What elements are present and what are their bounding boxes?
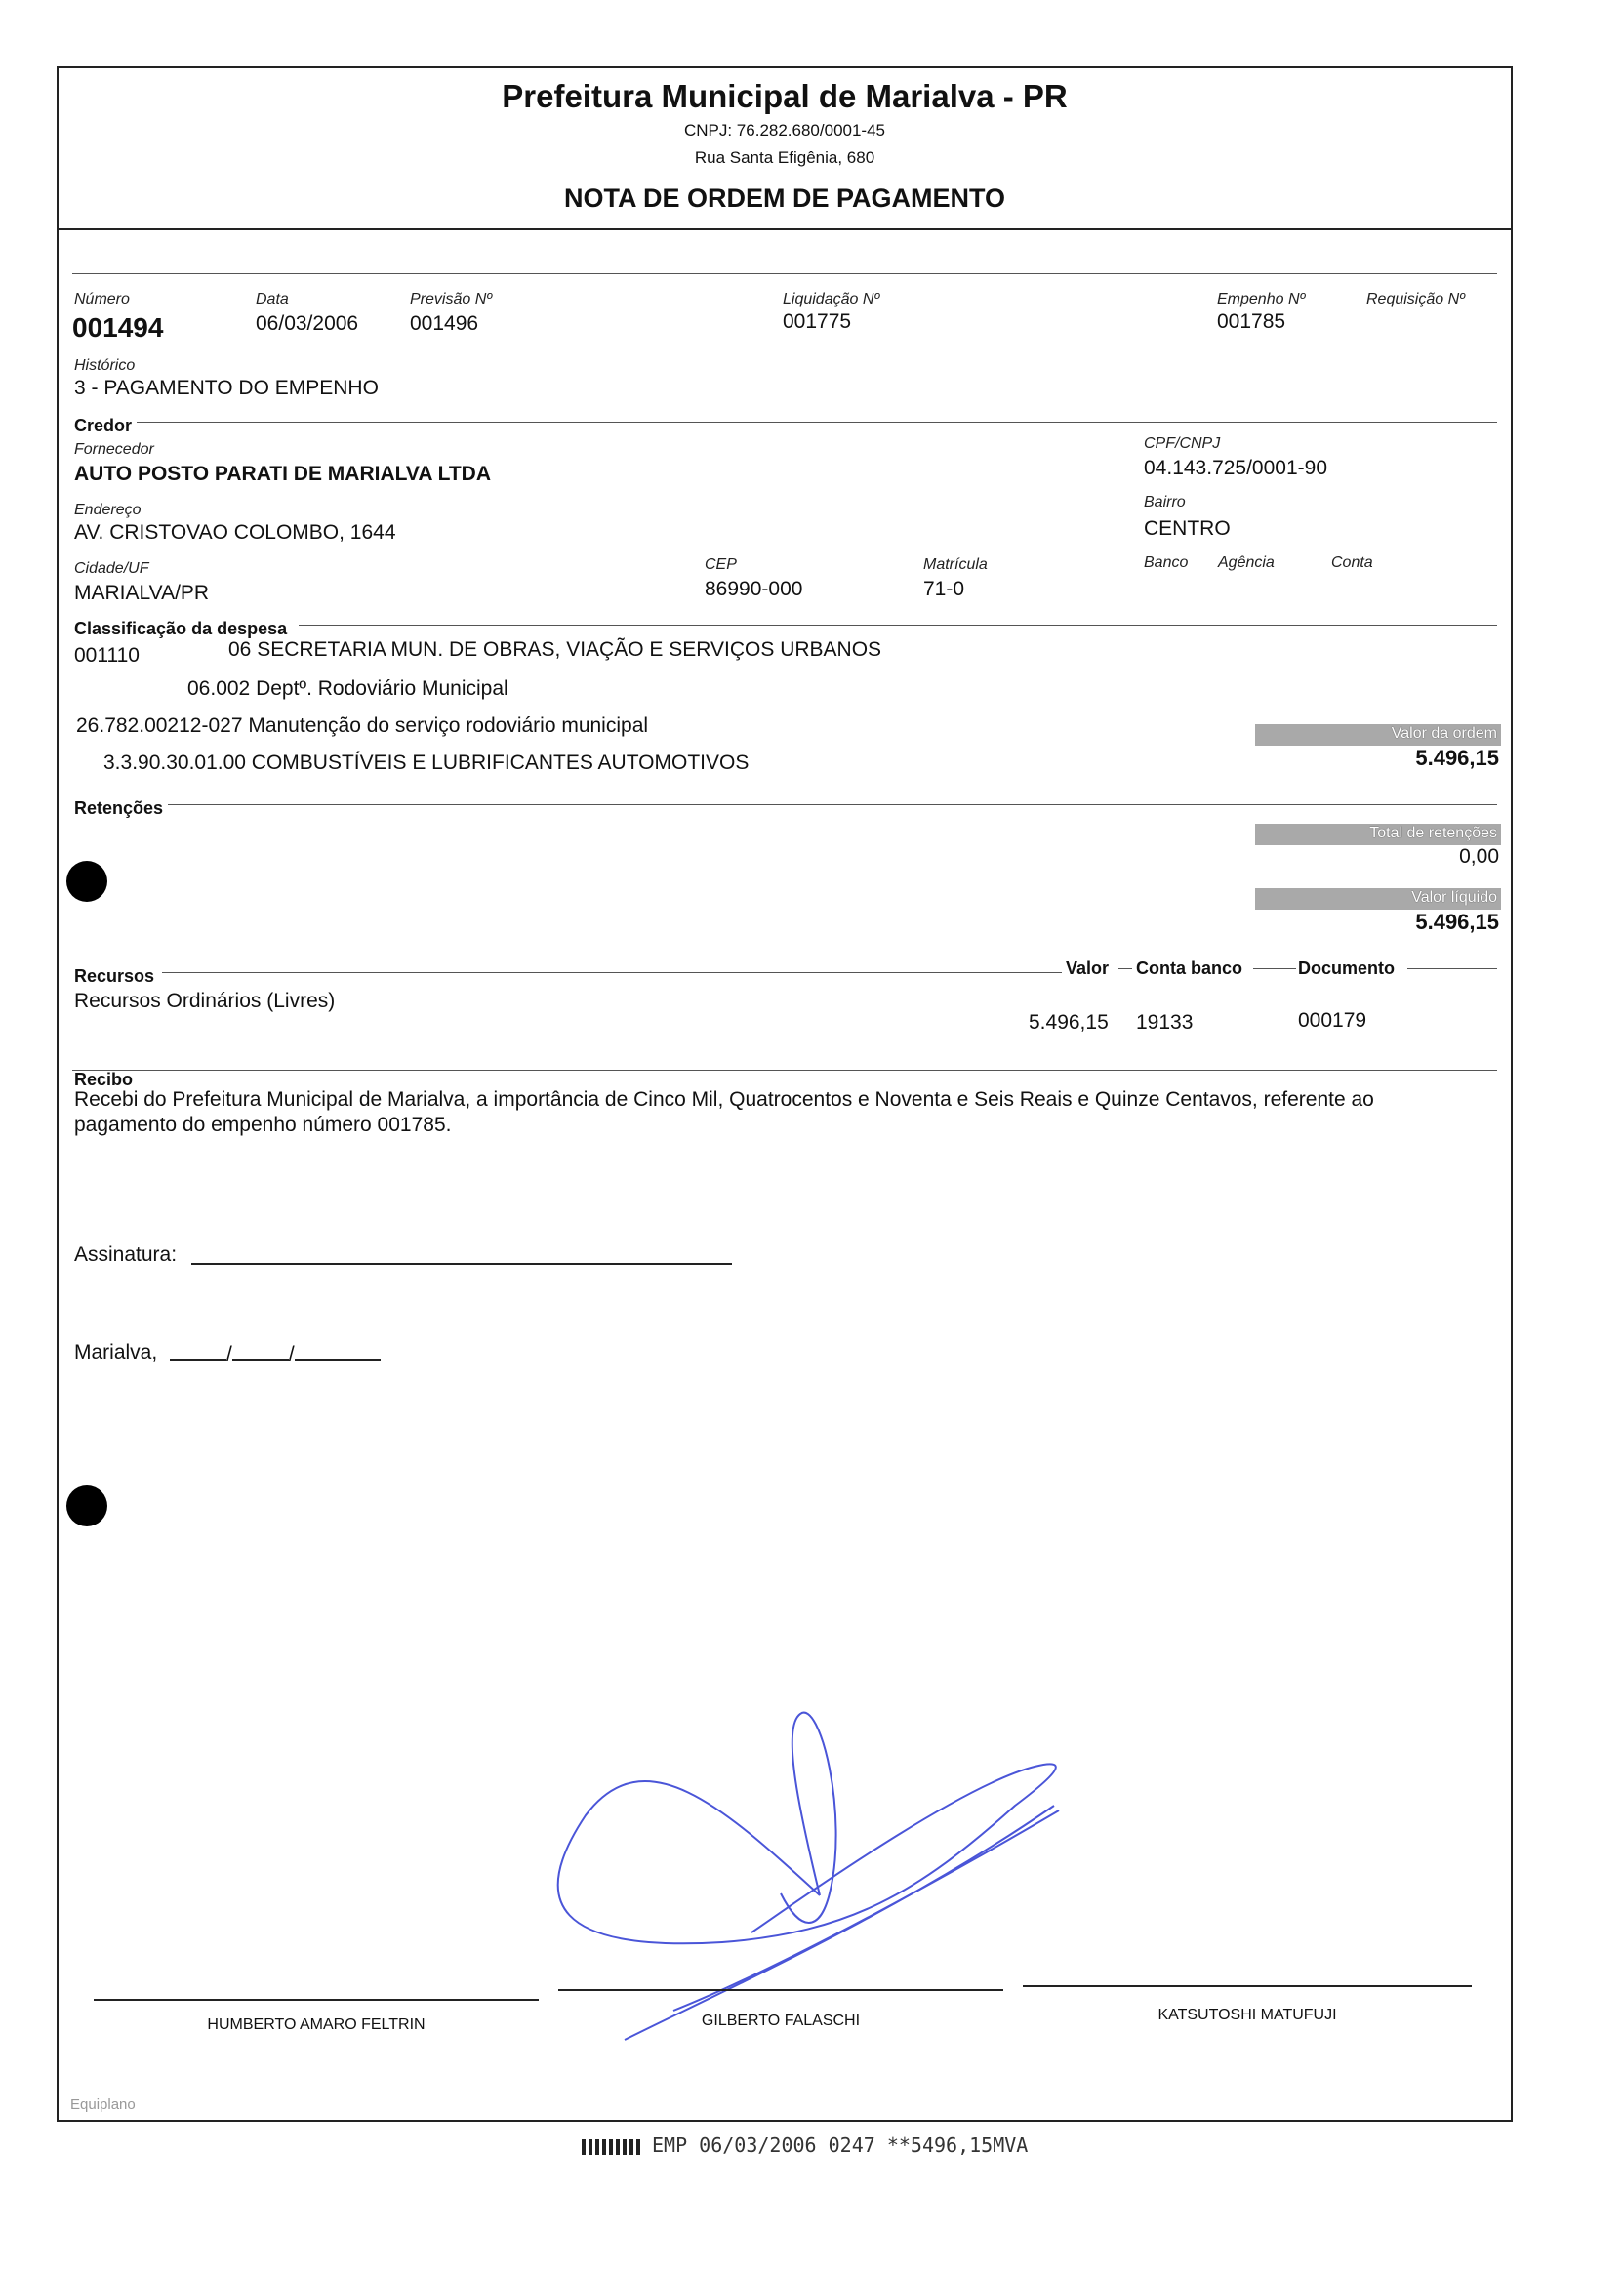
retencoes-section: Retenções: [74, 798, 164, 818]
punch-hole: [66, 1485, 107, 1526]
numero-label: Número: [74, 291, 130, 307]
date-blank: / /: [170, 1341, 381, 1366]
cpf-label: CPF/CNPJ: [1144, 435, 1221, 452]
header-cnpj: CNPJ: 76.282.680/0001-45: [683, 121, 886, 140]
liquidacao-value: 001775: [783, 310, 852, 333]
recibo-section: Recibo: [74, 1070, 134, 1089]
cpf-value: 04.143.725/0001-90: [1144, 457, 1328, 479]
endereco-value: AV. CRISTOVAO COLOMBO, 1644: [74, 521, 396, 544]
cidade-label: Cidade/UF: [74, 560, 149, 577]
header-address: Rua Santa Efigênia, 680: [694, 148, 875, 167]
classificacao-program: 26.782.00212-027 Manutenção do serviço rodoviário municipal: [76, 714, 649, 737]
recibo-text: Recebi do Prefeitura Municipal de Marialva, a importância de Cinco Mil, Quatrocentos e Noventa e Seis Reais e Quinze Centavos, referente ao pagamento do empenho número 001785.: [74, 1088, 1374, 1136]
separator: [168, 804, 1497, 805]
separator: [72, 1070, 1497, 1071]
separator: [1118, 968, 1132, 969]
separator: [72, 273, 1497, 274]
classificacao-section: Classificação da despesa: [74, 619, 288, 638]
matricula-value: 71-0: [923, 578, 965, 600]
credor-section: Credor: [74, 416, 133, 435]
historico-label: Histórico: [74, 357, 136, 374]
cep-label: CEP: [705, 556, 737, 573]
assinatura-label: Assinatura:: [74, 1243, 178, 1266]
recursos-documento: 000179: [1298, 1009, 1367, 1032]
recursos-valor: 5.496,15: [1029, 1011, 1109, 1034]
signature-name-1: HUMBERTO AMARO FELTRIN: [207, 2016, 426, 2033]
signature-line: [558, 1989, 1003, 1991]
empenho-value: 001785: [1217, 310, 1286, 333]
separator: [299, 625, 1497, 626]
bank-stamp: [582, 2134, 1028, 2157]
signature-name-2: GILBERTO FALASCHI: [701, 2013, 861, 2029]
classificacao-unit: 06.002 Deptº. Rodoviário Municipal: [187, 677, 508, 700]
liquido-value: 5.496,15: [1415, 910, 1499, 934]
retencoes-value: 0,00: [1459, 845, 1499, 868]
recursos-documento-label: Documento: [1298, 958, 1395, 978]
numero-value: 001494: [72, 312, 164, 343]
separator: [162, 972, 1062, 973]
recursos-conta: 19133: [1136, 1011, 1194, 1034]
signature-name-3: KATSUTOSHI MATUFUJI: [1157, 2007, 1337, 2023]
agencia-label: Agência: [1218, 554, 1275, 571]
recursos-valor-label: Valor: [1066, 958, 1110, 978]
fornecedor-value: AUTO POSTO PARATI DE MARIALVA LTDA: [74, 463, 491, 485]
previsao-value: 001496: [410, 312, 479, 335]
classificacao-org: 06 SECRETARIA MUN. DE OBRAS, VIAÇÃO E SERVIÇOS URBANOS: [228, 638, 882, 661]
matricula-label: Matrícula: [923, 556, 988, 573]
requisicao-label: Requisição Nº: [1366, 291, 1465, 307]
vendor-label: Equiplano: [70, 2096, 136, 2113]
signature-line: [1023, 1985, 1472, 1987]
handwritten-signature: [527, 1698, 1074, 2059]
cidade-value: MARIALVA/PR: [74, 582, 210, 604]
classificacao-element: 3.3.90.30.01.00 COMBUSTÍVEIS E LUBRIFICANTES AUTOMOTIVOS: [103, 752, 750, 774]
signature-line: [94, 1999, 539, 2001]
classificacao-code: 001110: [74, 644, 140, 667]
separator: [1407, 968, 1497, 969]
assinatura-line: [191, 1263, 732, 1265]
retencoes-label: Total de retenções: [1369, 825, 1497, 841]
separator: [137, 422, 1497, 423]
punch-hole: [66, 861, 107, 902]
endereco-label: Endereço: [74, 502, 142, 518]
banco-label: Banco: [1144, 554, 1189, 571]
liquido-label-bar: [1255, 888, 1501, 910]
valor-ordem-label: Valor da ordem: [1391, 725, 1497, 742]
recursos-conta-label: Conta banco: [1136, 958, 1243, 978]
valor-ordem-label-bar: [1255, 724, 1501, 746]
bairro-label: Bairro: [1144, 494, 1186, 510]
separator: [1253, 968, 1296, 969]
data-label: Data: [256, 291, 289, 307]
recursos-section: Recursos: [74, 966, 155, 986]
document-title: NOTA DE ORDEM DE PAGAMENTO: [563, 183, 1005, 213]
liquidacao-label: Liquidação Nº: [783, 291, 880, 307]
fornecedor-label: Fornecedor: [74, 441, 154, 458]
bairro-value: CENTRO: [1144, 517, 1231, 540]
data-value: 06/03/2006: [256, 312, 359, 335]
empenho-label: Empenho Nº: [1217, 291, 1306, 307]
local-date-label: Marialva,: [74, 1341, 158, 1363]
stamp-mark: [582, 2139, 640, 2155]
previsao-label: Previsão Nº: [410, 291, 493, 307]
recursos-fonte: Recursos Ordinários (Livres): [74, 990, 336, 1012]
historico-value: 3 - PAGAMENTO DO EMPENHO: [74, 377, 379, 399]
valor-ordem-value: 5.496,15: [1415, 746, 1499, 770]
cep-value: 86990-000: [705, 578, 803, 600]
retencoes-label-bar: [1255, 824, 1501, 845]
stamp-text: EMP 06/03/2006 0247 **5496,15MVA: [652, 2134, 1029, 2157]
liquido-label: Valor líquido: [1411, 889, 1497, 906]
conta-label: Conta: [1331, 554, 1373, 571]
header-title: Prefeitura Municipal de Marialva - PR: [502, 78, 1068, 114]
